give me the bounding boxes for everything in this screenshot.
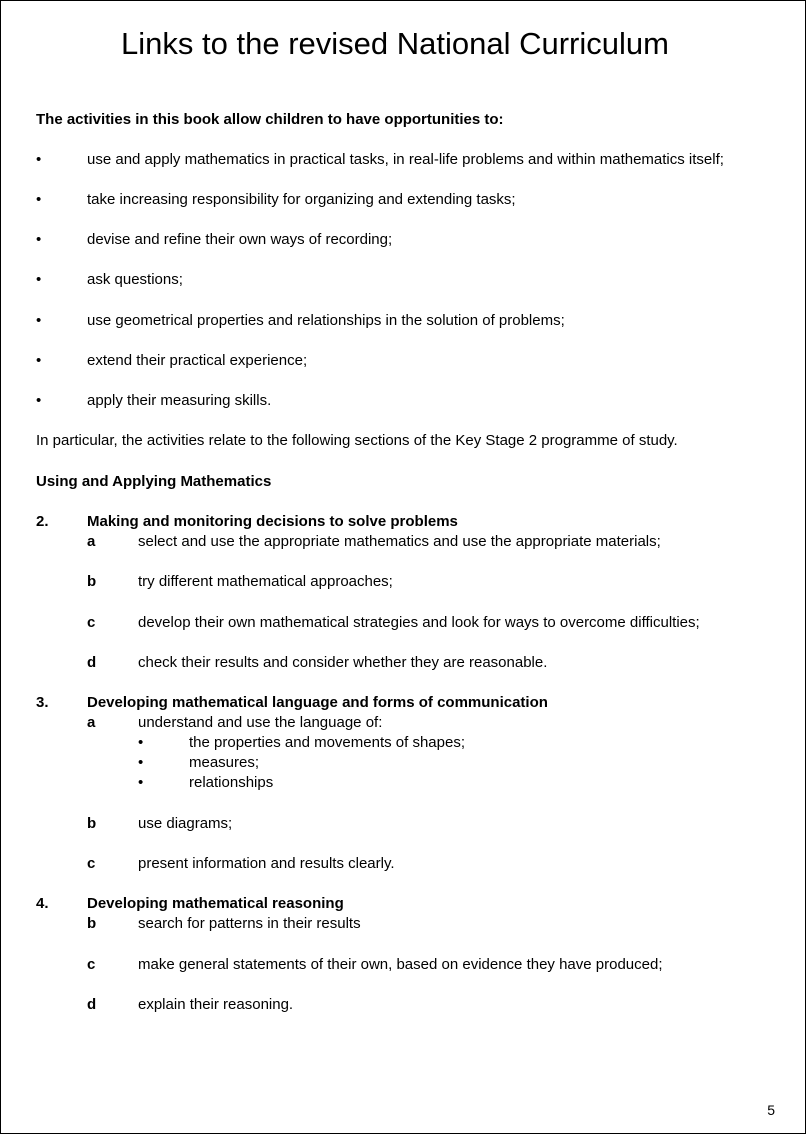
page-number: 5 <box>767 1102 775 1118</box>
item-letter: d <box>87 996 97 1013</box>
section-number: 3. <box>36 694 49 711</box>
section-title: Developing mathematical reasoning <box>87 895 344 912</box>
item-letter: b <box>87 573 97 590</box>
item-text: explain their reasoning. <box>138 996 294 1013</box>
list-item: use and apply mathematics in practical tasks, in real-life problems and within mathematics itself; <box>87 151 724 168</box>
bullet-icon: • <box>138 774 144 791</box>
item-text: use diagrams; <box>138 815 233 832</box>
particular-text: In particular, the activities relate to the following sections of the Key Stage 2 programme of study. <box>36 432 678 449</box>
section-heading: Using and Applying Mathematics <box>36 473 272 490</box>
item-letter: b <box>87 815 97 832</box>
item-letter: c <box>87 614 96 631</box>
list-item: use geometrical properties and relationships in the solution of problems; <box>87 312 565 329</box>
item-text: search for patterns in their results <box>138 915 361 932</box>
item-letter: b <box>87 915 97 932</box>
item-text: check their results and consider whether they are reasonable. <box>138 654 548 671</box>
bullet-icon: • <box>36 151 42 168</box>
item-letter: c <box>87 956 96 973</box>
list-item: extend their practical experience; <box>87 352 308 369</box>
item-text: make general statements of their own, based on evidence they have produced; <box>138 956 663 973</box>
item-text: develop their own mathematical strategies and look for ways to overcome difficulties; <box>138 614 700 631</box>
bullet-icon: • <box>36 312 42 329</box>
list-item: apply their measuring skills. <box>87 392 272 409</box>
page-title: Links to the revised National Curriculum <box>121 26 669 61</box>
section-number: 2. <box>36 513 49 530</box>
sub-item: the properties and movements of shapes; <box>189 734 465 751</box>
sub-item: relationships <box>189 774 274 791</box>
list-item: ask questions; <box>87 271 183 288</box>
intro-text: The activities in this book allow children to have opportunities to: <box>36 111 504 128</box>
item-letter: a <box>87 714 96 731</box>
bullet-icon: • <box>138 754 144 771</box>
bullet-icon: • <box>36 191 42 208</box>
item-letter: a <box>87 533 96 550</box>
item-text: present information and results clearly. <box>138 855 395 872</box>
list-item: take increasing responsibility for organizing and extending tasks; <box>87 191 516 208</box>
bullet-icon: • <box>36 231 42 248</box>
section-title: Making and monitoring decisions to solve problems <box>87 513 458 530</box>
item-text: understand and use the language of: <box>138 714 383 731</box>
sub-item: measures; <box>189 754 260 771</box>
item-letter: d <box>87 654 97 671</box>
bullet-icon: • <box>138 734 144 751</box>
item-letter: c <box>87 855 96 872</box>
section-title: Developing mathematical language and forms of communication <box>87 694 548 711</box>
item-text: select and use the appropriate mathematics and use the appropriate materials; <box>138 533 661 550</box>
bullet-icon: • <box>36 352 42 369</box>
bullet-icon: • <box>36 271 42 288</box>
section-number: 4. <box>36 895 49 912</box>
item-text: try different mathematical approaches; <box>138 573 393 590</box>
list-item: devise and refine their own ways of recording; <box>87 231 393 248</box>
bullet-icon: • <box>36 392 42 409</box>
